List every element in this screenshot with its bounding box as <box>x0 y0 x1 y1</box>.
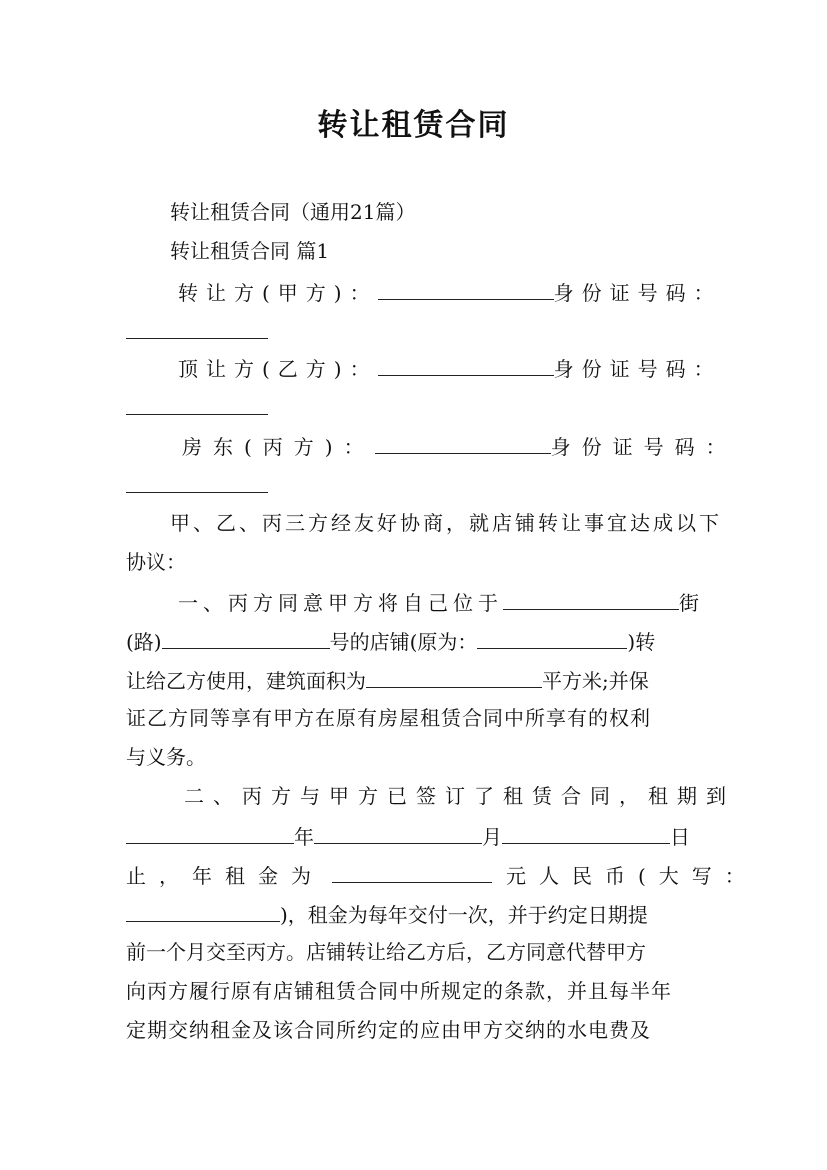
clause-1-line-3 <box>126 669 649 691</box>
party-a-row <box>178 281 722 303</box>
year-label: 年 <box>294 825 314 849</box>
party-a-label: 转让方(甲方)： <box>178 281 378 305</box>
clause-2-line-1: 二、丙方与甲方已签订了租赁合同，租期到 <box>184 784 735 808</box>
clause-1-area-unit: 平方米;并保 <box>542 669 649 693</box>
year-blank <box>126 825 294 844</box>
month-blank <box>314 825 482 844</box>
party-c-label: 房东(丙方)： <box>182 435 375 459</box>
party-c-name-blank <box>375 435 551 454</box>
day-label: 日 <box>670 825 690 849</box>
clause-1-text-b: 街 <box>679 591 704 615</box>
clause-1-line-4: 证乙方同等享有甲方在原有房屋租赁合同中所享有的权利 <box>126 706 651 730</box>
party-a-name-blank <box>378 281 554 300</box>
clause-1-transfer: )转 <box>627 630 656 654</box>
clause-1-line-1 <box>178 591 704 613</box>
clause-2-line-6: 向丙方履行原有店铺租赁合同中所规定的条款，并且每半年 <box>126 979 672 1003</box>
clause-1-store: 号的店铺(原为： <box>329 630 478 654</box>
party-b-name-blank <box>378 357 554 376</box>
clause-2-line-7: 定期交纳租金及该合同所约定的应由甲方交纳的水电费及 <box>126 1018 651 1042</box>
subtitle: 转让租赁合同（通用21篇） <box>170 200 416 224</box>
party-c-id-blank <box>126 474 268 493</box>
annual-rent-label: 止，年租金为 <box>126 864 324 888</box>
clause-2-line-4 <box>126 903 648 925</box>
clause-1-road: (路) <box>126 630 162 654</box>
party-a-id-blank <box>126 320 268 339</box>
day-blank <box>502 825 670 844</box>
party-c-row <box>182 435 737 457</box>
clause-2-line-5: 前一个月交至丙方。店铺转让给乙方后，乙方同意代替甲方 <box>126 940 646 964</box>
street-blank <box>503 591 679 610</box>
party-b-label: 顶让方(乙方)： <box>178 357 378 381</box>
clause-2-line-3 <box>126 864 758 886</box>
intro-line-2: 协议： <box>126 550 186 574</box>
rent-uppercase-blank <box>126 903 280 922</box>
clause-1-line-5: 与义务。 <box>126 745 206 769</box>
party-a-id-label: 身份证号码： <box>553 281 722 305</box>
party-b-id-blank <box>126 396 268 415</box>
clause-1-area-label: 让给乙方使用，建筑面积为 <box>126 669 366 693</box>
clause-2-payment: )，租金为每年交付一次，并于约定日期提 <box>280 903 648 927</box>
intro-line-1: 甲、乙、丙三方经友好协商，就店铺转让事宜达成以下 <box>170 511 722 535</box>
number-blank <box>162 630 330 649</box>
rent-currency-label: 元人民币(大写： <box>506 864 758 888</box>
area-blank <box>366 669 542 688</box>
party-b-row <box>178 357 722 379</box>
clause-1-line-2 <box>126 630 655 652</box>
party-c-id-label: 身份证号码： <box>550 435 737 459</box>
clause-2-line-2 <box>126 825 690 847</box>
clause-1-text-a: 一、丙方同意甲方将自己位于 <box>178 591 503 615</box>
party-b-id-label: 身份证号码： <box>553 357 722 381</box>
section-heading: 转让租赁合同 篇1 <box>170 239 330 263</box>
rent-amount-blank <box>332 864 492 883</box>
document-title: 转让租赁合同 <box>317 108 510 143</box>
month-label: 月 <box>482 825 502 849</box>
original-blank <box>477 630 627 649</box>
